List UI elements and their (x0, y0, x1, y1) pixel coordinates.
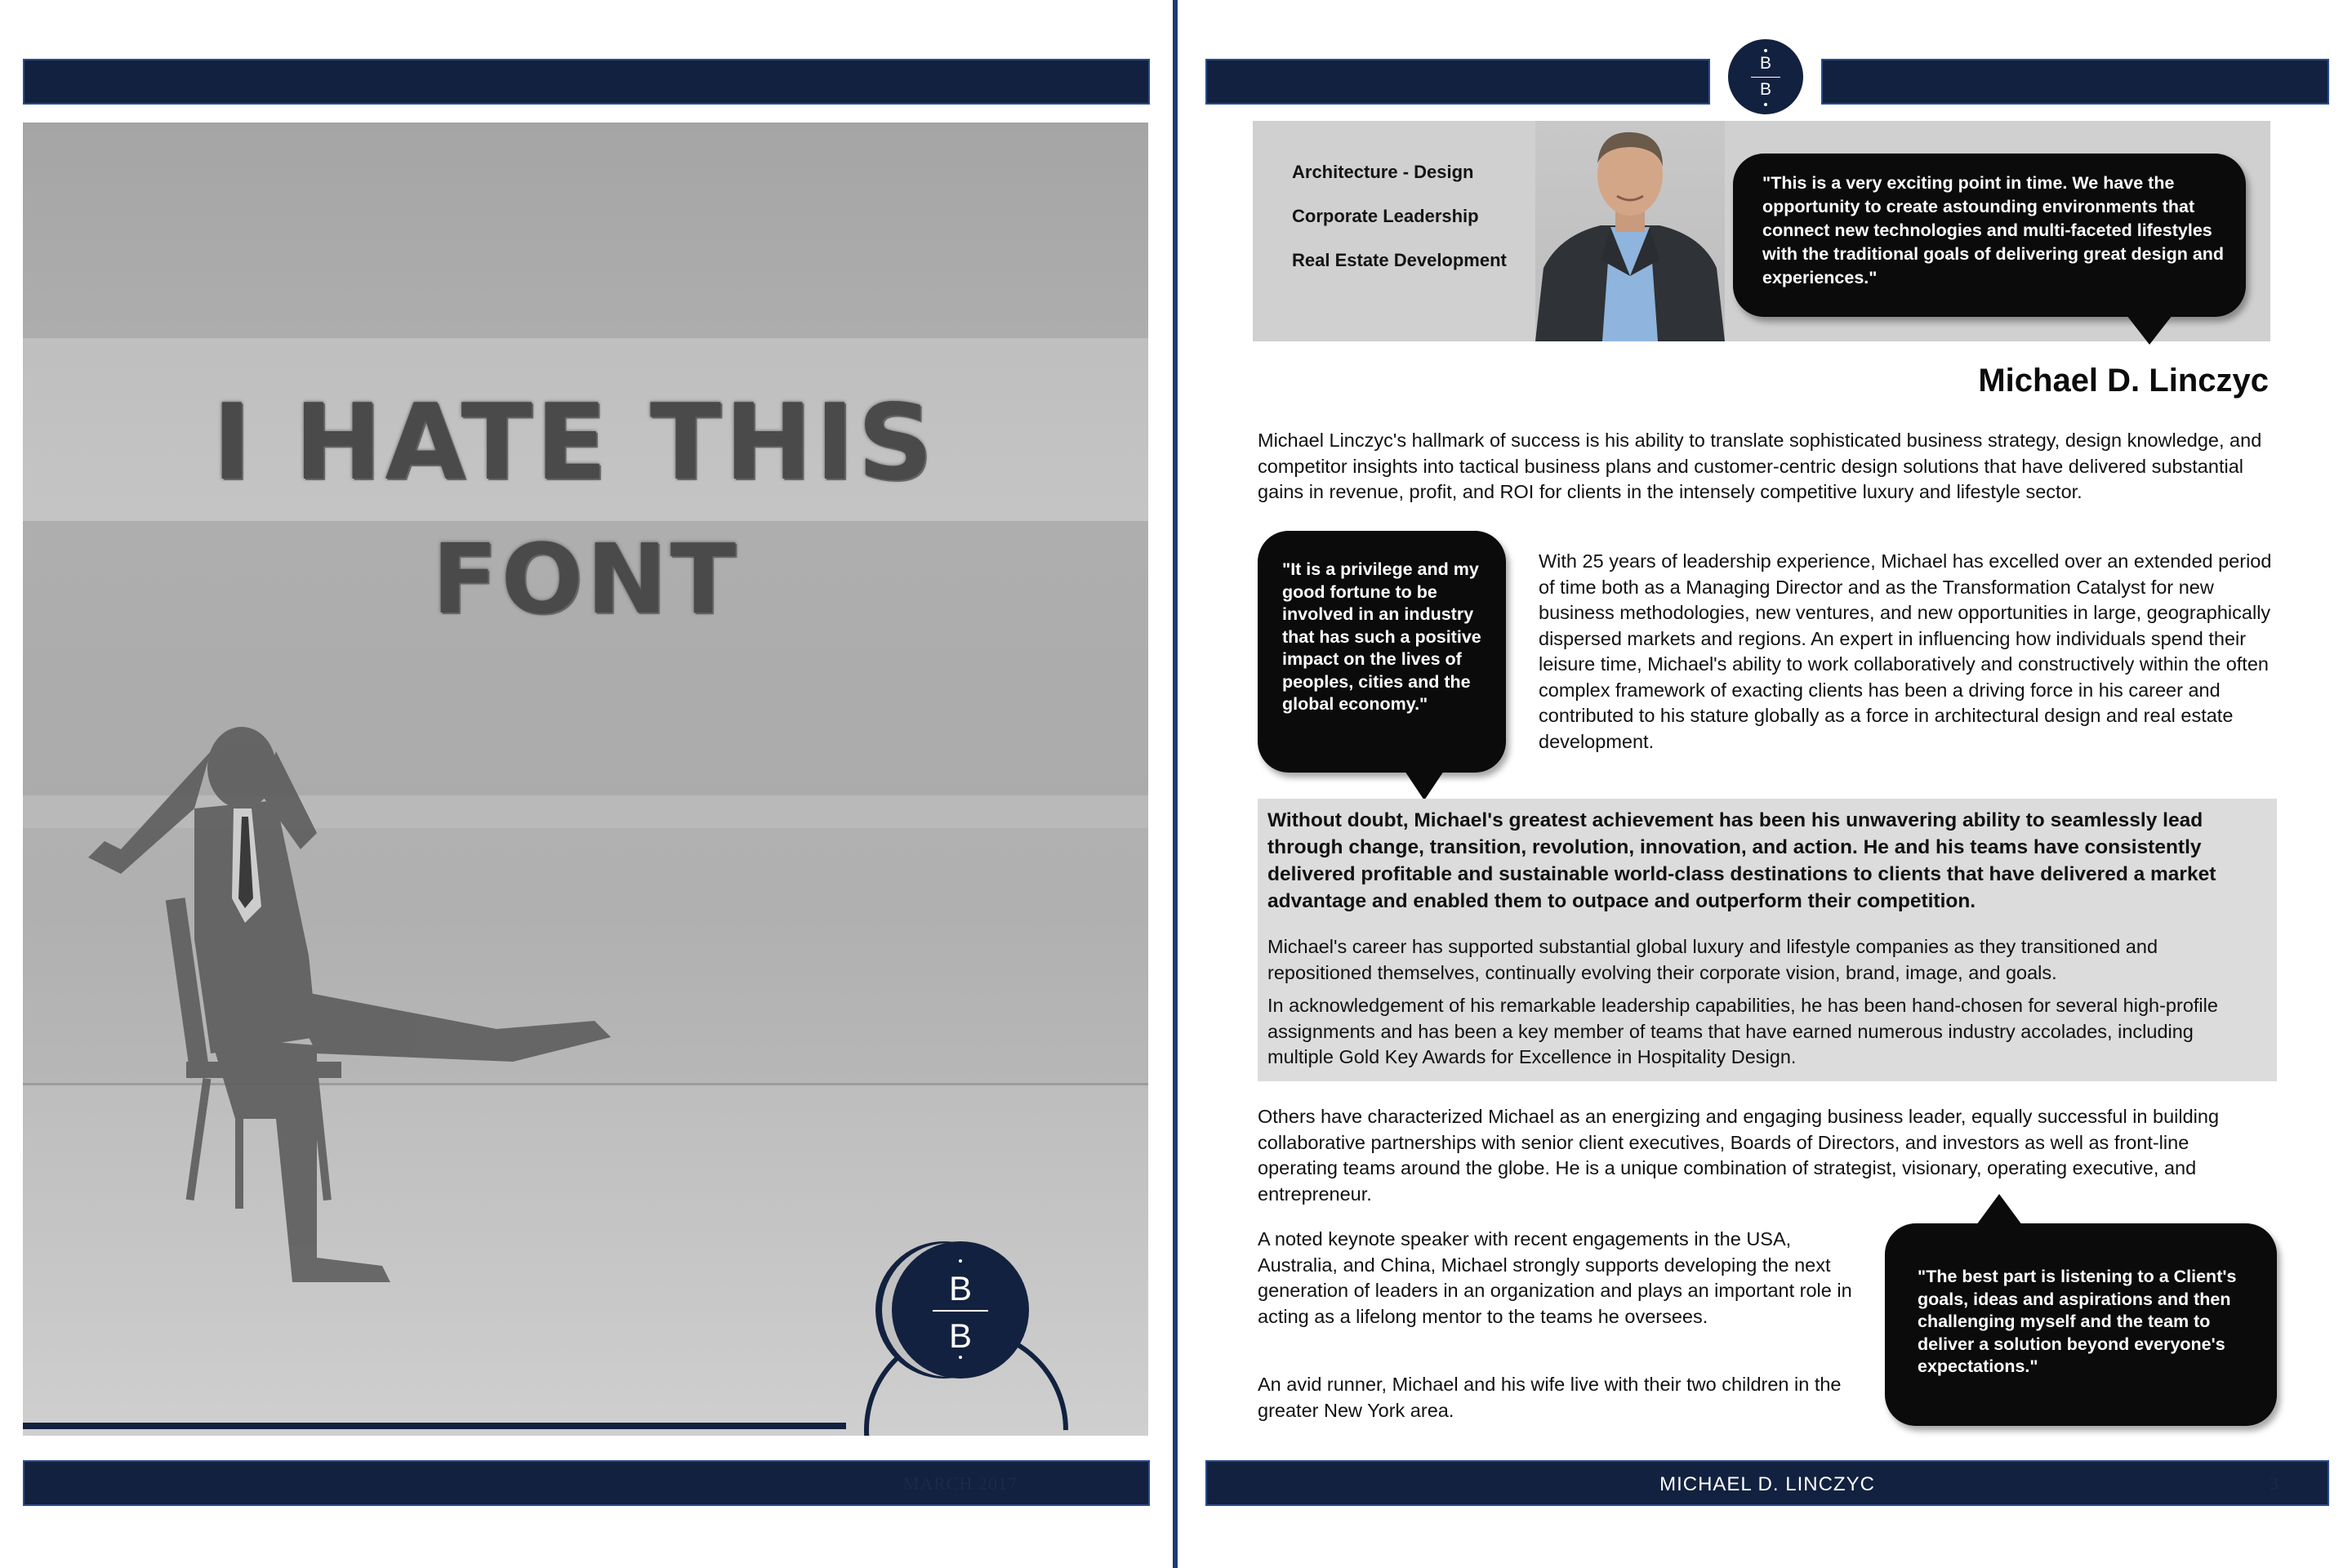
quote-bubble-bottom: "The best part is listening to a Client's goals, ideas and aspirations and then challenging myself and the team to deliver a solution beyond everyone's expectations." (1885, 1223, 2277, 1426)
cover-horizontal-rule (23, 1423, 846, 1429)
paragraph-runner: An avid runner, Michael and his wife live with their two children in the greater New York area. (1258, 1374, 1842, 1421)
right-footer-band (1205, 1460, 2329, 1506)
logo-letter-bottom: B (1759, 80, 1771, 99)
logo-dot (1764, 103, 1767, 106)
quote-bubble-middle: "It is a privilege and my good fortune to be involved in an industry that has such a positive impact on the lives of peoples, cities and the global economy." (1258, 531, 1506, 773)
paragraph-intro: Michael Linczyc's hallmark of success is his ability to translate sophisticated business strategy, design knowledge, and competitor insights into tactical business plans and customer-centric design solutions that have delivered substantial gains in revenue, profit, and ROI for clients in the intensely competitive luxury and lifestyle sector. (1258, 430, 2262, 502)
profile-name: Michael D. Linczyc (1978, 363, 2269, 399)
footer-date: MARCH 2017 (902, 1473, 1018, 1494)
logo-dot (1764, 49, 1767, 52)
paragraph-achievement: Without doubt, Michael's greatest achievement has been his unwavering ability to seamlessly lead through change, transition, revolution, innovation, and action. He and his teams have consistently delivered profitable and sustainable world-class destinations to clients that have delivered a market advantage and enabled them to outpace and outperform their competition. (1267, 809, 2216, 912)
paragraph-career: Michael's career has supported substantial global luxury and lifestyle companies as they transitioned and repositioned themselves, continually evolving their corporate vision, brand, image, and goals. (1267, 936, 2158, 983)
right-top-band-right (1821, 59, 2329, 105)
page-number: 3 (2270, 1473, 2278, 1494)
role-label: Corporate Leadership (1292, 206, 1479, 226)
logo-rule (1751, 77, 1781, 78)
role-label: Real Estate Development (1292, 250, 1507, 270)
footer-name: MICHAEL D. LINCZYC (1659, 1473, 1875, 1495)
left-top-band (23, 59, 1150, 105)
logo-letter-bottom: B (948, 1316, 972, 1355)
logo-dot (959, 1259, 962, 1263)
graffiti-text-line1: I HATE THIS (212, 382, 936, 504)
paragraph-others: Others have characterized Michael as an energizing and engaging business leader, equally successful in building collaborative partnerships with senior client executives, Boards of Directors, and investors as well as front-line operating teams around the globe. He is a unique combination of strategist, visionary, operating executive, and entrepreneur. (1258, 1106, 2220, 1205)
paragraph-acknowledgement: In acknowledgement of his remarkable leadership capabilities, he has been hand-chosen for several high-profile assignments and has been a key member of teams that have earned numerous industry accolades, including multiple Gold Key Awards for Excellence in Hospitality Design. (1267, 995, 2218, 1067)
logo-letter-top: B (1759, 54, 1771, 73)
cover-artwork (23, 122, 1148, 1436)
page-spine (1173, 0, 1178, 1568)
right-top-band-left (1205, 59, 1710, 105)
highlight-box (1258, 799, 2277, 1081)
left-footer-band (23, 1460, 1150, 1506)
logo-dot (959, 1356, 962, 1359)
portrait-illustration (1535, 121, 1725, 341)
graffiti-text-line2: FONT (431, 523, 740, 635)
paragraph-keynote: A noted keynote speaker with recent engagements in the USA, Australia, and China, Michael strongly supports developing the next generation of leaders in an organization and plays an important role in acting as a lifelong mentor to the teams he oversees. (1258, 1228, 1852, 1327)
man-in-chair-silhouette (72, 694, 660, 1298)
brand-logo-large (892, 1241, 1029, 1379)
logo-letter-top: B (948, 1269, 972, 1307)
quote-bubble-top: "This is a very exciting point in time. We have the opportunity to create astounding environments that connect new technologies and multi-faceted lifestyles with the traditional goals of delivering great design and experiences." (1733, 154, 2246, 317)
profile-portrait (1535, 121, 1725, 341)
role-label: Architecture - Design (1292, 162, 1474, 182)
paragraph-experience: With 25 years of leadership experience, Michael has excelled over an extended period of time both as a Managing Director and as the Transformation Catalyst for new business methodologies, new ventures, and new opportunities in large, geographically dispersed markets and regions. An expert in influencing how individuals spend their leisure time, Michael's ability to work collaboratively and constructively within the often complex framework of exacting clients has been a driving force in his career and contributed to his stature globally as a force in architectural design and real estate development. (1539, 550, 2272, 752)
brand-logo-small (1720, 31, 1811, 122)
logo-rule (933, 1310, 987, 1312)
